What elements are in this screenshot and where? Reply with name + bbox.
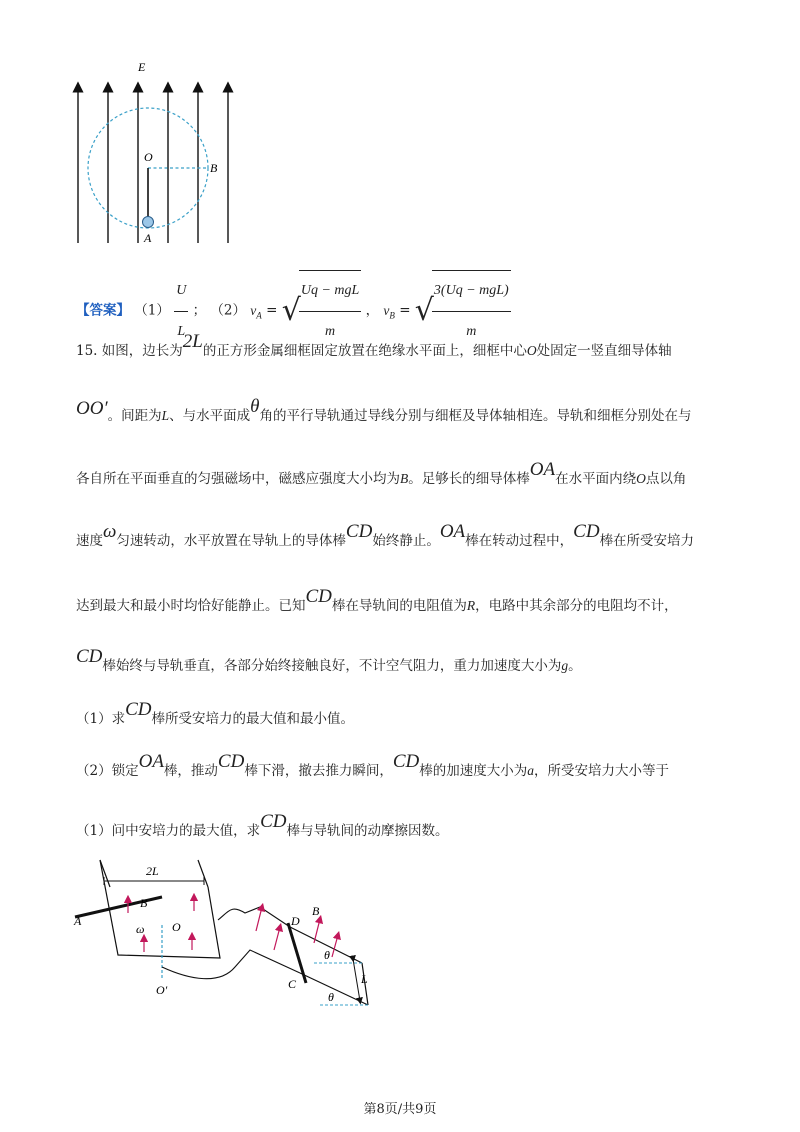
text: 棒的加速度大小为 bbox=[419, 763, 528, 779]
text: （1）求 bbox=[76, 711, 126, 727]
math-OO-prime: OO′ bbox=[76, 398, 108, 419]
text: 各自所在平面垂直的匀强磁场中，磁感应强度大小均为 bbox=[76, 471, 400, 487]
text: 达到最大和最小时均恰好能静止。已知 bbox=[76, 598, 306, 614]
text: （1）问中安培力的最大值，求 bbox=[76, 823, 261, 839]
label-omega: ω bbox=[136, 922, 145, 936]
text: （2）锁定 bbox=[76, 763, 139, 779]
label-B-rails: B bbox=[312, 904, 320, 918]
vB-numerator: 3(Uq − mgL) bbox=[432, 271, 511, 312]
text: 棒在导轨间的电阻值为 bbox=[331, 598, 467, 614]
problem-line-3 bbox=[76, 459, 687, 489]
figure-electric-field bbox=[60, 55, 240, 255]
text: 棒所受安培力的最大值和最小值。 bbox=[151, 711, 354, 727]
wire-upper bbox=[218, 907, 290, 927]
answer-part1-suffix: ； bbox=[192, 302, 207, 319]
text: 如图，边长为 bbox=[101, 343, 183, 359]
problem-number: 15. bbox=[76, 343, 98, 359]
text: 的正方形金属细框固定放置在绝缘水平面上，细框中心 bbox=[202, 343, 527, 359]
label-theta-2: θ bbox=[328, 990, 334, 1004]
math-g: g bbox=[561, 658, 569, 673]
question-1 bbox=[76, 699, 354, 729]
answer-tag: 【答案】 bbox=[76, 302, 130, 319]
text: 始终静止。 bbox=[372, 533, 440, 549]
text: 处固定一竖直细导体轴 bbox=[536, 343, 672, 359]
fraction-numerator: U bbox=[174, 271, 188, 312]
problem-line-5 bbox=[76, 586, 678, 616]
question-2-continued bbox=[76, 811, 449, 841]
label-B-frame: B bbox=[140, 896, 148, 910]
math-2L: 2L bbox=[182, 331, 203, 352]
math-CD: CD bbox=[573, 521, 600, 542]
label-D: D bbox=[291, 914, 300, 928]
label-B: B bbox=[210, 161, 218, 175]
question-2 bbox=[76, 751, 669, 781]
math-CD: CD bbox=[76, 646, 103, 667]
text: 棒，推动 bbox=[163, 763, 218, 779]
math-CD: CD bbox=[125, 699, 152, 720]
field-arrow bbox=[332, 935, 338, 957]
label-O: O bbox=[144, 150, 153, 164]
field-arrow bbox=[256, 907, 262, 931]
text: 在水平面内绕 bbox=[555, 471, 637, 487]
answer-separator: ， bbox=[365, 302, 380, 319]
label-A: A bbox=[74, 914, 82, 928]
text: 、与水平面成 bbox=[169, 408, 251, 424]
text: 棒始终与导轨垂直，各部分始终接触良好，不计空气阻力，重力加速度大小为 bbox=[102, 658, 562, 674]
math-theta: θ bbox=[250, 396, 260, 417]
math-OA: OA bbox=[529, 459, 556, 480]
problem-line-6 bbox=[76, 646, 582, 676]
sqrt-sign-icon: √ bbox=[281, 293, 301, 328]
text: ，所受安培力大小等于 bbox=[533, 763, 669, 779]
label-O-prime: O′ bbox=[156, 983, 168, 997]
label-A: A bbox=[144, 231, 152, 245]
text: 速度 bbox=[76, 533, 103, 549]
math-CD: CD bbox=[260, 811, 287, 832]
rod-OA bbox=[75, 897, 162, 917]
frame-top-edge-right bbox=[198, 860, 208, 887]
math-L: L bbox=[161, 408, 170, 423]
math-a: a bbox=[527, 763, 534, 778]
label-2L: 2L bbox=[146, 864, 159, 878]
vA-denominator: m bbox=[325, 324, 336, 339]
vB-denominator: m bbox=[466, 324, 477, 339]
text: 。间距为 bbox=[107, 408, 162, 424]
page-number: 第8页/共9页 bbox=[363, 1102, 437, 1117]
text: 。足够长的细导体棒 bbox=[408, 471, 530, 487]
label-E: E bbox=[138, 60, 146, 74]
text: 棒与导轨间的动摩擦因数。 bbox=[286, 823, 449, 839]
text: ，电路中其余部分的电阻均不计， bbox=[475, 598, 678, 614]
math-CD: CD bbox=[217, 751, 245, 772]
figure-rails-and-frame bbox=[70, 855, 400, 1015]
sqrt-sign-icon: √ bbox=[414, 293, 434, 328]
dimension-line-L bbox=[353, 959, 360, 1001]
answer-line: 【答案】 （1） $\frac{U}{L}$ ； （2） $v_A$ = √ $\frac{\text{Uq − mgL}}{m}$ ， $v_B$ = √ $\frac{\text{3(Uq − mgL)}}{m}$ bbox=[76, 270, 511, 310]
vA-symbol: $v_A$ bbox=[250, 302, 262, 321]
math-omega: ω bbox=[103, 521, 117, 542]
math-OA: OA bbox=[138, 751, 164, 772]
problem-line-4 bbox=[76, 521, 695, 551]
fraction-denominator: L bbox=[177, 323, 186, 339]
field-arrow bbox=[314, 919, 320, 943]
math-O: O bbox=[526, 343, 537, 358]
math-B: B bbox=[400, 471, 409, 486]
wire-lower bbox=[162, 950, 300, 979]
field-arrow bbox=[274, 927, 280, 950]
answer-part1-prefix: （1） bbox=[134, 302, 170, 319]
math-R: R bbox=[466, 598, 476, 613]
charged-ball bbox=[143, 217, 154, 228]
math-CD: CD bbox=[392, 751, 420, 772]
vA-numerator: Uq − mgL bbox=[299, 271, 361, 312]
math-OA: OA bbox=[439, 521, 466, 542]
metal-frame bbox=[100, 860, 220, 958]
text: 棒在所受安培力 bbox=[599, 533, 695, 549]
math-CD: CD bbox=[345, 521, 373, 542]
vB-symbol: $v_B$ bbox=[383, 302, 395, 321]
frame-top-edge-left bbox=[100, 860, 110, 887]
label-C: C bbox=[288, 977, 297, 991]
text: 。 bbox=[568, 658, 582, 674]
label-O: O bbox=[172, 920, 181, 934]
rod-CD bbox=[288, 923, 306, 983]
text: 棒下滑，撤去推力瞬间， bbox=[244, 763, 393, 779]
math-CD: CD bbox=[305, 586, 332, 607]
answer-part2-prefix: （2） bbox=[210, 302, 246, 319]
text: 点以角 bbox=[645, 471, 687, 487]
text: 角的平行导轨通过导线分别与细框及导体轴相连。导轨和细框分别处在与 bbox=[259, 408, 692, 424]
problem-line-1 bbox=[76, 331, 672, 361]
text: 棒在转动过程中， bbox=[465, 533, 574, 549]
label-L: L bbox=[361, 972, 368, 986]
problem-line-2 bbox=[76, 396, 692, 426]
math-O: O bbox=[636, 471, 646, 486]
label-theta-1: θ bbox=[324, 948, 330, 962]
text: 匀速转动，水平放置在导轨上的导体棒 bbox=[116, 533, 346, 549]
